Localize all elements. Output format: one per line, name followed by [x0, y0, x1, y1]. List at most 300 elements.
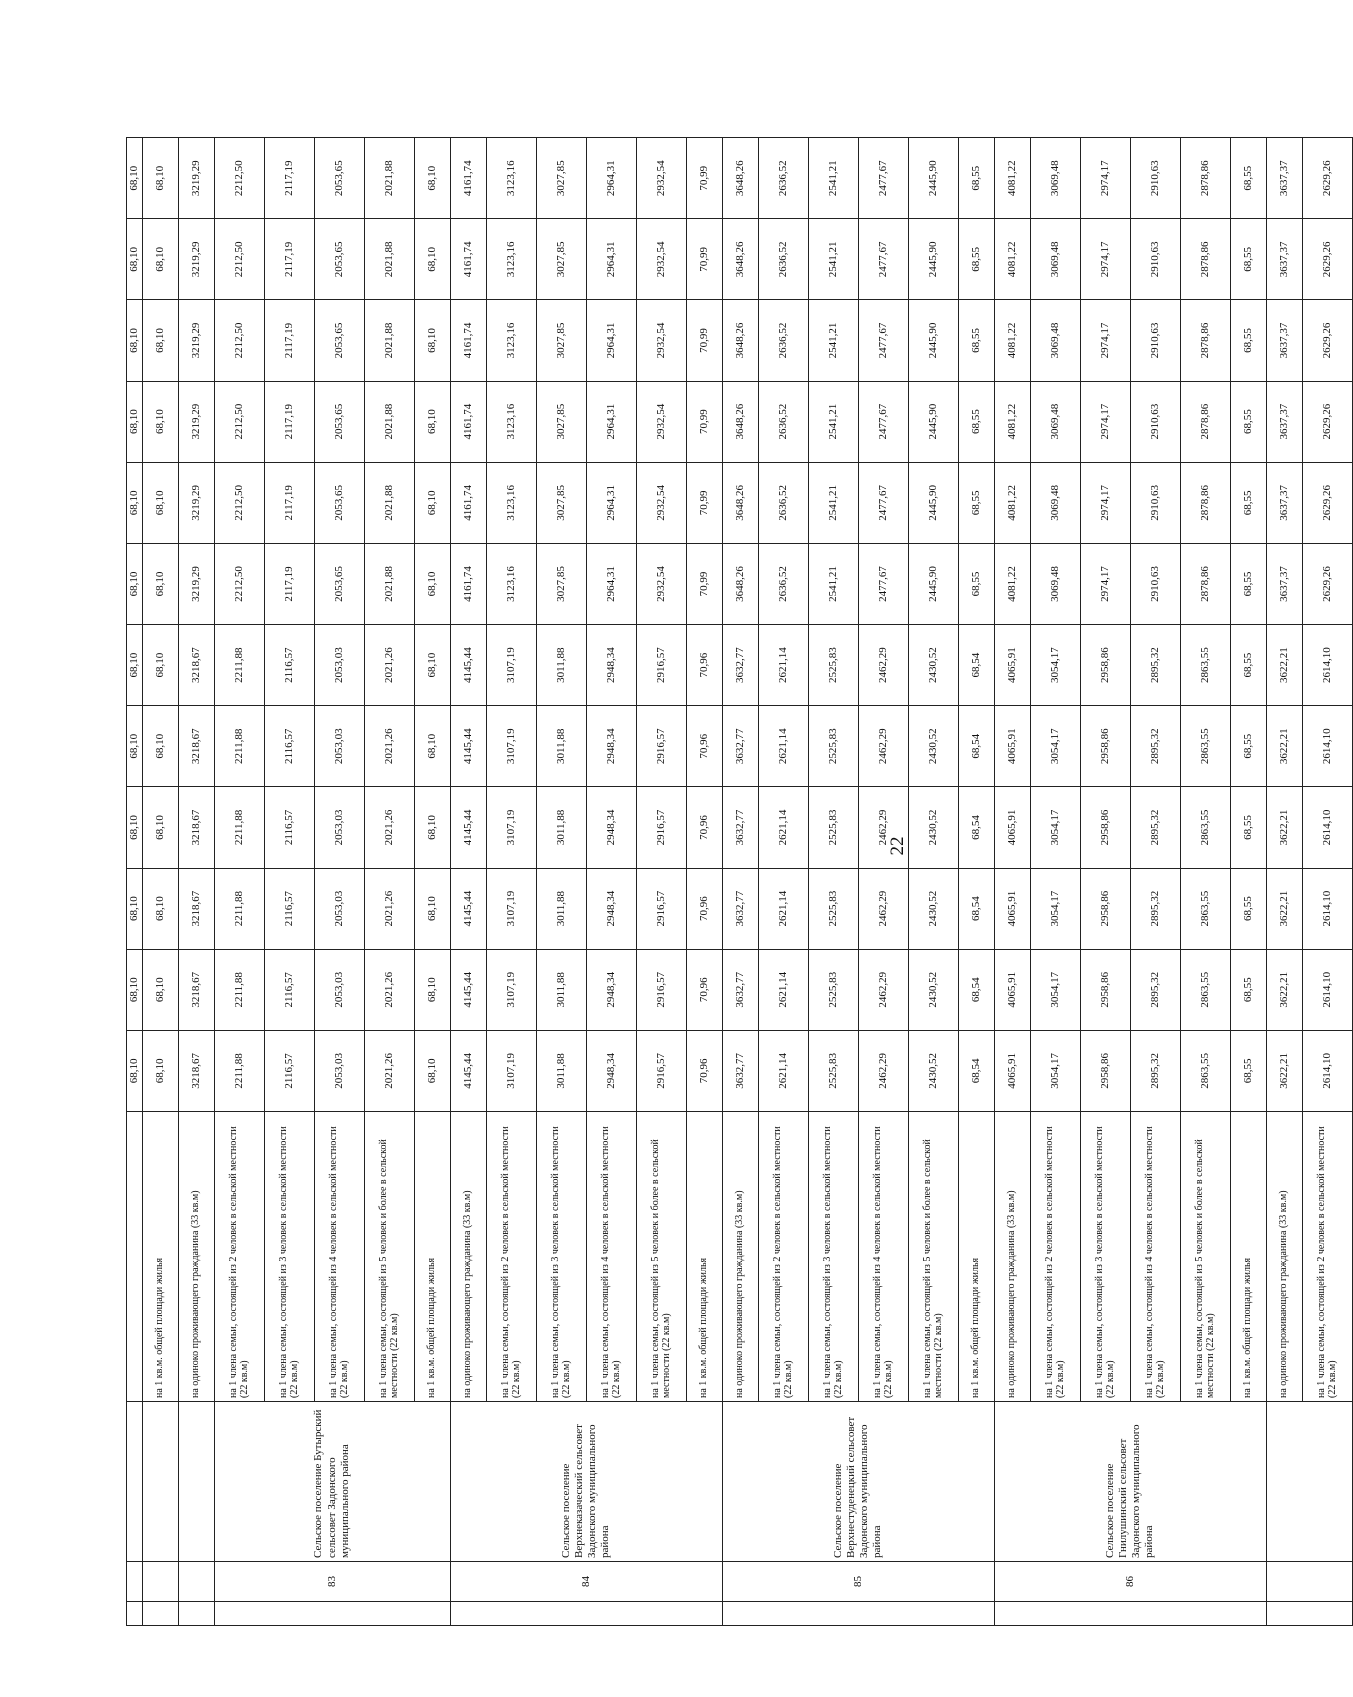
value-cell: 3054,17	[1030, 1030, 1080, 1111]
blank-cell	[127, 1402, 143, 1562]
value-cell: 3011,88	[536, 625, 586, 706]
value-cell: 2614,10	[1302, 1030, 1352, 1111]
value-cell: 2863,55	[1180, 1030, 1230, 1111]
row-number	[1266, 1562, 1352, 1602]
value-cell: 4161,74	[450, 381, 486, 462]
value-cell: 68,54	[958, 787, 994, 868]
value-cell: 2116,57	[264, 1030, 314, 1111]
value-cell: 4161,74	[450, 300, 486, 381]
value-cell: 2636,52	[758, 219, 808, 300]
value-cell: 3107,19	[486, 706, 536, 787]
value-cell: 68,10	[127, 949, 143, 1030]
value-cell: 3219,29	[178, 462, 214, 543]
value-cell: 3632,77	[722, 706, 758, 787]
value-cell: 2117,19	[264, 300, 314, 381]
value-cell: 2021,26	[364, 949, 414, 1030]
value-cell: 68,55	[1230, 706, 1266, 787]
value-cell: 2430,52	[908, 949, 958, 1030]
value-cell: 70,96	[686, 949, 722, 1030]
value-cell: 3648,26	[722, 543, 758, 624]
row-number: 86	[994, 1562, 1266, 1602]
value-cell: 2629,26	[1302, 462, 1352, 543]
value-cell: 2895,32	[1130, 868, 1180, 949]
value-cell: 2636,52	[758, 543, 808, 624]
row-description: на одиноко проживающего гражданина (33 кв.м)	[450, 1112, 486, 1402]
value-cell: 2053,65	[314, 138, 364, 219]
value-cell: 68,55	[1230, 300, 1266, 381]
row-description: на 1 члена семьи, состоящей из 4 человек в сельской местности (22 кв.м)	[586, 1112, 636, 1402]
value-cell: 68,10	[414, 543, 450, 624]
value-cell: 2614,10	[1302, 868, 1352, 949]
value-cell: 3648,26	[722, 462, 758, 543]
value-cell: 2636,52	[758, 462, 808, 543]
value-cell: 68,10	[414, 462, 450, 543]
value-cell: 2462,29	[858, 625, 908, 706]
value-cell: 2430,52	[908, 625, 958, 706]
value-cell: 2629,26	[1302, 381, 1352, 462]
value-cell: 2974,17	[1080, 219, 1130, 300]
value-cell: 4081,22	[994, 462, 1030, 543]
value-cell: 2895,32	[1130, 1030, 1180, 1111]
value-cell: 2541,21	[808, 462, 858, 543]
value-cell: 4065,91	[994, 706, 1030, 787]
value-cell: 2525,83	[808, 1030, 858, 1111]
value-cell: 3622,21	[1266, 706, 1302, 787]
value-cell: 3027,85	[536, 462, 586, 543]
value-cell: 3637,37	[1266, 381, 1302, 462]
value-cell: 2021,26	[364, 1030, 414, 1111]
value-cell: 68,55	[1230, 219, 1266, 300]
value-cell: 2910,63	[1130, 462, 1180, 543]
settlement-name	[142, 1402, 178, 1562]
value-cell: 2430,52	[908, 1030, 958, 1111]
value-cell: 2053,65	[314, 300, 364, 381]
value-cell: 2878,86	[1180, 219, 1230, 300]
value-cell: 2021,26	[364, 706, 414, 787]
value-cell: 68,10	[127, 300, 143, 381]
value-cell: 68,10	[127, 543, 143, 624]
value-cell: 2541,21	[808, 381, 858, 462]
value-cell: 68,10	[414, 868, 450, 949]
value-cell: 2958,86	[1080, 868, 1130, 949]
value-cell: 68,10	[142, 462, 178, 543]
value-cell: 4065,91	[994, 625, 1030, 706]
value-cell: 3107,19	[486, 949, 536, 1030]
value-cell: 3637,37	[1266, 300, 1302, 381]
value-cell: 68,55	[958, 462, 994, 543]
value-cell: 2895,32	[1130, 625, 1180, 706]
value-cell: 2964,31	[586, 462, 636, 543]
value-cell: 3123,16	[486, 219, 536, 300]
value-cell: 2974,17	[1080, 543, 1130, 624]
value-cell: 2430,52	[908, 787, 958, 868]
value-cell: 70,99	[686, 543, 722, 624]
value-cell: 2878,86	[1180, 138, 1230, 219]
value-cell: 2916,57	[636, 1030, 686, 1111]
value-cell: 68,54	[958, 706, 994, 787]
value-cell: 2916,57	[636, 787, 686, 868]
value-cell: 2863,55	[1180, 787, 1230, 868]
value-cell: 3011,88	[536, 868, 586, 949]
value-cell: 2948,34	[586, 949, 636, 1030]
value-cell: 2878,86	[1180, 462, 1230, 543]
value-cell: 3069,48	[1030, 381, 1080, 462]
cost-table	[126, 137, 1353, 1626]
table-row	[722, 138, 758, 1626]
value-cell: 2948,34	[586, 787, 636, 868]
value-cell: 2932,54	[636, 543, 686, 624]
value-cell: 2053,03	[314, 868, 364, 949]
value-cell: 2948,34	[586, 868, 636, 949]
value-cell: 70,96	[686, 625, 722, 706]
value-cell: 68,54	[958, 868, 994, 949]
settlement-name: Сельское поселение Гнилушинский сельсовет Задонского муниципального района	[994, 1402, 1266, 1562]
value-cell: 4081,22	[994, 219, 1030, 300]
value-cell: 3648,26	[722, 300, 758, 381]
value-cell: 3107,19	[486, 1030, 536, 1111]
value-cell: 2021,88	[364, 381, 414, 462]
value-cell: 3054,17	[1030, 787, 1080, 868]
value-cell: 2462,29	[858, 787, 908, 868]
row-description: на 1 кв.м. общей площади жилья	[958, 1112, 994, 1402]
value-cell: 2525,83	[808, 625, 858, 706]
value-cell: 4065,91	[994, 1030, 1030, 1111]
value-cell: 3648,26	[722, 219, 758, 300]
value-cell: 70,96	[686, 706, 722, 787]
value-cell: 2895,32	[1130, 787, 1180, 868]
value-cell: 70,96	[686, 1030, 722, 1111]
value-cell: 2863,55	[1180, 625, 1230, 706]
value-cell: 68,10	[142, 381, 178, 462]
row-description: на 1 кв.м. общей площади жилья	[686, 1112, 722, 1402]
value-cell: 2117,19	[264, 219, 314, 300]
value-cell: 68,55	[1230, 138, 1266, 219]
value-cell: 68,10	[414, 381, 450, 462]
value-cell: 68,10	[127, 706, 143, 787]
value-cell: 2445,90	[908, 219, 958, 300]
value-cell: 2964,31	[586, 543, 636, 624]
value-cell: 2477,67	[858, 300, 908, 381]
value-cell: 2916,57	[636, 949, 686, 1030]
value-cell: 2211,88	[214, 625, 264, 706]
value-cell: 3219,29	[178, 381, 214, 462]
row-number: 83	[214, 1562, 450, 1602]
row-description: на 1 члена семьи, состоящей из 2 человек в сельской местности (22 кв.м)	[486, 1112, 536, 1402]
value-cell: 3107,19	[486, 787, 536, 868]
row-description: на одиноко проживающего гражданина (33 кв.м)	[994, 1112, 1030, 1402]
value-cell: 68,10	[142, 543, 178, 624]
value-cell: 2974,17	[1080, 300, 1130, 381]
value-cell: 4145,44	[450, 949, 486, 1030]
value-cell: 2932,54	[636, 219, 686, 300]
value-cell: 2636,52	[758, 138, 808, 219]
value-cell: 4161,74	[450, 543, 486, 624]
table-row	[142, 138, 178, 1626]
value-cell: 68,10	[414, 300, 450, 381]
value-cell: 2445,90	[908, 462, 958, 543]
row-description: на 1 члена семьи, состоящей из 2 человек в сельской местности (22 кв.м)	[214, 1112, 264, 1402]
value-cell: 68,10	[127, 219, 143, 300]
value-cell: 68,10	[127, 462, 143, 543]
value-cell: 2916,57	[636, 868, 686, 949]
value-cell: 3011,88	[536, 787, 586, 868]
value-cell: 70,99	[686, 381, 722, 462]
value-cell: 68,10	[414, 625, 450, 706]
value-cell: 2964,31	[586, 138, 636, 219]
value-cell: 3069,48	[1030, 462, 1080, 543]
value-cell: 3011,88	[536, 706, 586, 787]
value-cell: 2116,57	[264, 868, 314, 949]
value-cell: 2053,03	[314, 625, 364, 706]
value-cell: 2211,88	[214, 1030, 264, 1111]
value-cell: 70,99	[686, 462, 722, 543]
value-cell: 2932,54	[636, 300, 686, 381]
value-cell: 3219,29	[178, 543, 214, 624]
blank-cell	[127, 1562, 143, 1602]
value-cell: 2021,26	[364, 868, 414, 949]
blank-cell	[450, 1602, 722, 1626]
settlement-name	[1266, 1402, 1352, 1562]
row-number: 85	[722, 1562, 994, 1602]
value-cell: 68,55	[958, 138, 994, 219]
value-cell: 3622,21	[1266, 1030, 1302, 1111]
value-cell: 4145,44	[450, 868, 486, 949]
value-cell: 68,54	[958, 949, 994, 1030]
value-cell: 68,10	[142, 706, 178, 787]
value-cell: 2445,90	[908, 381, 958, 462]
value-cell: 4161,74	[450, 462, 486, 543]
blank-cell	[127, 1112, 143, 1402]
value-cell: 4065,91	[994, 787, 1030, 868]
value-cell: 68,55	[1230, 868, 1266, 949]
value-cell: 3632,77	[722, 625, 758, 706]
value-cell: 2541,21	[808, 543, 858, 624]
value-cell: 2958,86	[1080, 949, 1130, 1030]
blank-cell	[142, 1602, 178, 1626]
value-cell: 2021,88	[364, 219, 414, 300]
value-cell: 2116,57	[264, 625, 314, 706]
value-cell: 68,55	[1230, 381, 1266, 462]
value-cell: 2477,67	[858, 543, 908, 624]
value-cell: 2958,86	[1080, 787, 1130, 868]
value-cell: 2910,63	[1130, 219, 1180, 300]
value-cell: 2636,52	[758, 381, 808, 462]
value-cell: 2477,67	[858, 381, 908, 462]
value-cell: 3011,88	[536, 949, 586, 1030]
value-cell: 3069,48	[1030, 300, 1080, 381]
value-cell: 70,99	[686, 138, 722, 219]
value-cell: 3069,48	[1030, 138, 1080, 219]
value-cell: 68,10	[127, 625, 143, 706]
value-cell: 2932,54	[636, 138, 686, 219]
row-description: на 1 члена семьи, состоящей из 3 человек в сельской местности (22 кв.м)	[808, 1112, 858, 1402]
row-description: на 1 члена семьи, состоящей из 2 человек в сельской местности (22 кв.м)	[758, 1112, 808, 1402]
value-cell: 3648,26	[722, 381, 758, 462]
value-cell: 2116,57	[264, 706, 314, 787]
row-description: на 1 кв.м. общей площади жилья	[414, 1112, 450, 1402]
value-cell: 3622,21	[1266, 949, 1302, 1030]
value-cell: 3219,29	[178, 138, 214, 219]
value-cell: 2525,83	[808, 868, 858, 949]
value-cell: 3027,85	[536, 300, 586, 381]
value-cell: 2958,86	[1080, 625, 1130, 706]
value-cell: 3218,67	[178, 787, 214, 868]
value-cell: 68,10	[127, 138, 143, 219]
value-cell: 3637,37	[1266, 543, 1302, 624]
value-cell: 3027,85	[536, 138, 586, 219]
value-cell: 3123,16	[486, 543, 536, 624]
value-cell: 2117,19	[264, 381, 314, 462]
blank-cell	[178, 1602, 214, 1626]
value-cell: 2621,14	[758, 787, 808, 868]
value-cell: 2541,21	[808, 300, 858, 381]
value-cell: 2910,63	[1130, 381, 1180, 462]
row-number	[178, 1562, 214, 1602]
row-description: на 1 члена семьи, состоящей из 2 человек в сельской местности (22 кв.м)	[1302, 1112, 1352, 1402]
value-cell: 2445,90	[908, 138, 958, 219]
value-cell: 2053,03	[314, 1030, 364, 1111]
value-cell: 68,10	[142, 1030, 178, 1111]
value-cell: 2541,21	[808, 138, 858, 219]
value-cell: 3622,21	[1266, 787, 1302, 868]
value-cell: 2211,88	[214, 787, 264, 868]
value-cell: 2621,14	[758, 949, 808, 1030]
value-cell: 3219,29	[178, 219, 214, 300]
value-cell: 2212,50	[214, 300, 264, 381]
value-cell: 70,99	[686, 219, 722, 300]
value-cell: 2614,10	[1302, 787, 1352, 868]
value-cell: 4145,44	[450, 787, 486, 868]
row-description: на 1 кв.м. общей площади жилья	[1230, 1112, 1266, 1402]
value-cell: 3123,16	[486, 300, 536, 381]
table-row	[1266, 138, 1302, 1626]
value-cell: 2895,32	[1130, 949, 1180, 1030]
value-cell: 2958,86	[1080, 706, 1130, 787]
value-cell: 68,10	[414, 706, 450, 787]
value-cell: 2636,52	[758, 300, 808, 381]
value-cell: 2948,34	[586, 625, 636, 706]
value-cell: 68,55	[958, 381, 994, 462]
value-cell: 2910,63	[1130, 543, 1180, 624]
value-cell: 68,10	[414, 949, 450, 1030]
value-cell: 68,10	[127, 787, 143, 868]
blank-cell	[127, 1602, 143, 1626]
value-cell: 2964,31	[586, 219, 636, 300]
value-cell: 68,10	[142, 787, 178, 868]
value-cell: 2116,57	[264, 787, 314, 868]
value-cell: 2445,90	[908, 543, 958, 624]
value-cell: 2910,63	[1130, 138, 1180, 219]
value-cell: 2212,50	[214, 462, 264, 543]
value-cell: 2462,29	[858, 868, 908, 949]
value-cell: 2621,14	[758, 868, 808, 949]
value-cell: 68,10	[414, 138, 450, 219]
value-cell: 2477,67	[858, 219, 908, 300]
value-cell: 2053,65	[314, 381, 364, 462]
value-cell: 2212,50	[214, 138, 264, 219]
value-cell: 3107,19	[486, 868, 536, 949]
value-cell: 2878,86	[1180, 300, 1230, 381]
value-cell: 68,10	[142, 219, 178, 300]
settlement-name: Сельское поселение Бутырский сельсовет Задонского муниципального района	[214, 1402, 450, 1562]
value-cell: 68,10	[142, 138, 178, 219]
value-cell: 2863,55	[1180, 868, 1230, 949]
value-cell: 3027,85	[536, 381, 586, 462]
value-cell: 2445,90	[908, 300, 958, 381]
value-cell: 4081,22	[994, 300, 1030, 381]
value-cell: 2629,26	[1302, 219, 1352, 300]
value-cell: 68,55	[1230, 625, 1266, 706]
value-cell: 2212,50	[214, 219, 264, 300]
value-cell: 2964,31	[586, 300, 636, 381]
value-cell: 3632,77	[722, 1030, 758, 1111]
value-cell: 2117,19	[264, 462, 314, 543]
value-cell: 2974,17	[1080, 381, 1130, 462]
value-cell: 3123,16	[486, 381, 536, 462]
value-cell: 2932,54	[636, 462, 686, 543]
table-row	[214, 138, 264, 1626]
value-cell: 68,10	[127, 381, 143, 462]
value-cell: 3054,17	[1030, 625, 1080, 706]
value-cell: 2614,10	[1302, 706, 1352, 787]
value-cell: 3218,67	[178, 706, 214, 787]
value-cell: 3054,17	[1030, 949, 1080, 1030]
blank-cell	[994, 1602, 1266, 1626]
value-cell: 68,54	[958, 1030, 994, 1111]
value-cell: 2053,65	[314, 543, 364, 624]
settlement-name: Сельское поселение Верхнеказаческий сельсовет Задонского муниципального района	[450, 1402, 722, 1562]
value-cell: 2916,57	[636, 706, 686, 787]
value-cell: 3011,88	[536, 1030, 586, 1111]
value-cell: 3123,16	[486, 138, 536, 219]
value-cell: 68,10	[127, 868, 143, 949]
value-cell: 4161,74	[450, 138, 486, 219]
row-description: на одиноко проживающего гражданина (33 кв.м)	[722, 1112, 758, 1402]
value-cell: 2212,50	[214, 543, 264, 624]
value-cell: 2525,83	[808, 706, 858, 787]
value-cell: 3632,77	[722, 949, 758, 1030]
value-cell: 68,10	[127, 1030, 143, 1111]
value-cell: 2053,65	[314, 219, 364, 300]
value-cell: 2525,83	[808, 787, 858, 868]
value-cell: 68,55	[1230, 1030, 1266, 1111]
value-cell: 2021,26	[364, 787, 414, 868]
value-cell: 4145,44	[450, 706, 486, 787]
table-body	[127, 138, 1353, 1626]
value-cell: 2948,34	[586, 706, 636, 787]
value-cell: 68,55	[1230, 949, 1266, 1030]
table-row	[994, 138, 1030, 1626]
value-cell: 68,55	[1230, 787, 1266, 868]
value-cell: 2117,19	[264, 543, 314, 624]
value-cell: 2021,88	[364, 543, 414, 624]
value-cell: 2629,26	[1302, 138, 1352, 219]
value-cell: 2621,14	[758, 625, 808, 706]
row-description: на 1 члена семьи, состоящей из 4 человек в сельской местности (22 кв.м)	[858, 1112, 908, 1402]
value-cell: 3218,67	[178, 1030, 214, 1111]
value-cell: 2021,88	[364, 462, 414, 543]
row-description: на 1 члена семьи, состоящей из 3 человек в сельской местности (22 кв.м)	[264, 1112, 314, 1402]
row-description: на 1 члена семьи, состоящей из 3 человек в сельской местности (22 кв.м)	[1080, 1112, 1130, 1402]
page-number: 22	[887, 836, 908, 856]
value-cell: 3218,67	[178, 949, 214, 1030]
value-cell: 3218,67	[178, 868, 214, 949]
value-cell: 2895,32	[1130, 706, 1180, 787]
value-cell: 68,10	[414, 219, 450, 300]
value-cell: 2462,29	[858, 949, 908, 1030]
value-cell: 2974,17	[1080, 462, 1130, 543]
row-description: на 1 члена семьи, состоящей из 5 человек и более в сельской местности (22 кв.м)	[364, 1112, 414, 1402]
